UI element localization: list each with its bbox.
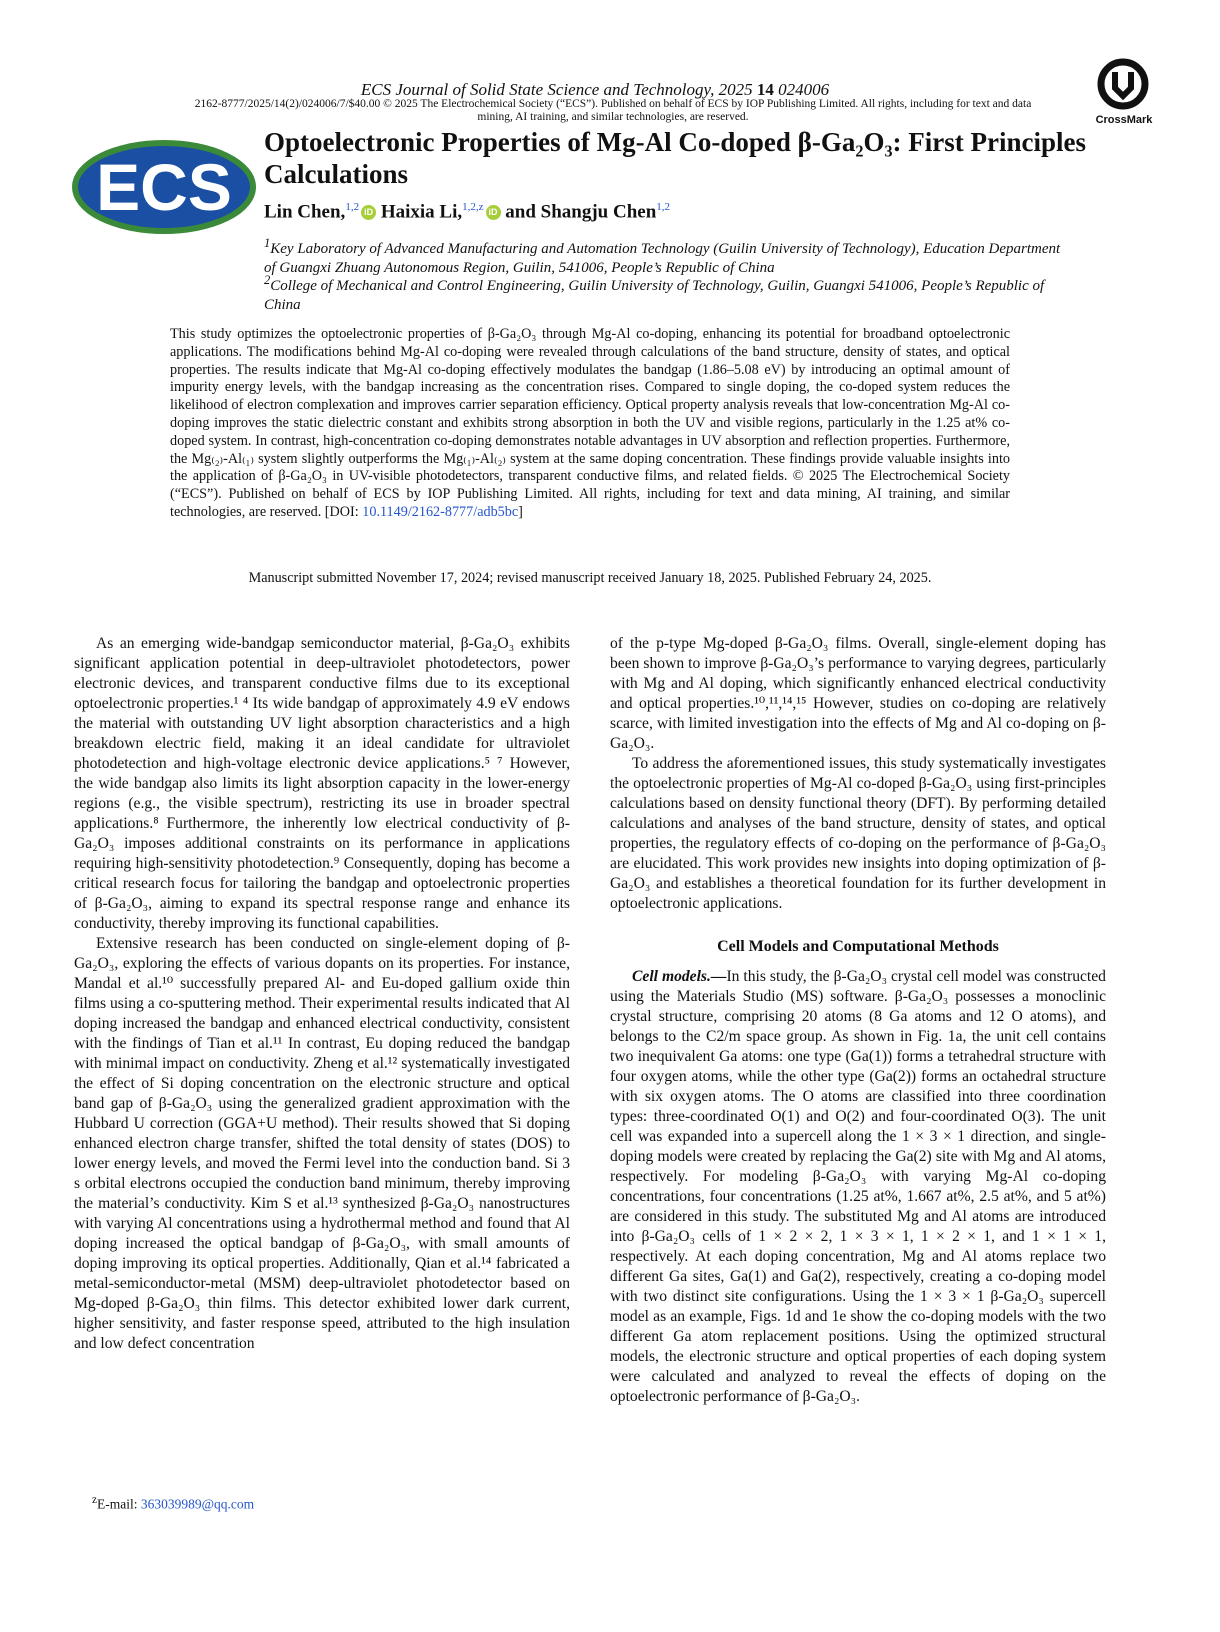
right-paragraph-3 <box>610 967 1106 1407</box>
right-paragraph-2: To address the aforementioned issues, this study systematically investigates the optoelectronic properties of Mg-Al co-doped β-Ga₂O₃ using first-principles calculations based on density functional theory (DFT). By performing detailed calculations and analyses of the band structure, density of states, and optical properties, the regulatory effects of co-doping on the performance of β-Ga₂O₃ are elucidated. This work provides new insights into doping optimization of β-Ga₂O₃ and establishes a theoretical foundation for its further development in optoelectronic applications. <box>610 755 1106 912</box>
copyright-line: 2162-8777/2025/14(2)/024006/7/$40.00 © 2025 The Electrochemical Society (“ECS”). Published on behalf of ECS by IOP Publishing Limited. All rights, including for text and data mining, AI training, and similar technologies, are reserved. <box>194 98 1032 123</box>
author-1: Lin Chen, <box>264 201 346 223</box>
crossmark-label: CrossMark <box>1095 114 1153 126</box>
author-2-affil[interactable]: 1,2,z <box>462 201 484 213</box>
paper-title: Optoelectronic Properties of Mg-Al Co-doped β-Ga₂O₃: First Principles Calculations <box>264 127 1087 189</box>
right-paragraph-1: of the p-type Mg-doped β-Ga₂O₃ films. Overall, single-element doping has been shown to improve β-Ga₂O₃’s performance to varying degrees, particularly with Mg and Al doping, which significantly enhanced electrical conductivity and optical properties.¹⁰,¹¹,¹⁴,¹⁵ However, studies on co-doping are relatively scarce, with limited investigation into the effects of Mg and Al co-doping on β-Ga₂O₃. <box>610 635 1106 752</box>
logo-text: ECS <box>96 150 232 224</box>
email-link[interactable]: 363039989@qq.com <box>140 1496 255 1512</box>
author-1-affil[interactable]: 1,2 <box>345 201 360 213</box>
left-column <box>74 634 570 1354</box>
footnote <box>92 1494 254 1513</box>
section-heading: Cell Models and Computational Methods <box>717 938 999 955</box>
journal-citation <box>250 80 940 100</box>
manuscript-dates: Manuscript submitted November 17, 2024; revised manuscript received January 18, 2025. Published February 24, 2025. <box>248 570 932 586</box>
right-column <box>610 634 1106 1407</box>
abstract <box>170 326 1010 522</box>
footnote-mark: z <box>92 1494 97 1506</box>
left-paragraph-2: Extensive research has been conducted on single-element doping of β-Ga₂O₃, exploring the effects of various dopants on its properties. For instance, Mandal et al.¹⁰ successfully prepared Al- and Eu-doped gallium oxide thin films using a co-sputtering method. Their experimental results indicated that Al doping increased the bandgap and enhanced electrical conductivity, consistent with the findings of Tian et al.¹¹ In contrast, Eu doping reduced the bandgap with minimal impact on conductivity. Zheng et al.¹² systematically investigated the effect of Si doping concentration on the electronic structure and optical band gap of β-Ga₂O₃ using the generalized gradient approximation with the Hubbard U correction (GGA+U method). Their results showed that Si doping enhanced electron charge transfer, shifted the total density of states (DOS) to lower energy levels, and moved the Fermi level into the conduction band. Si 3 s orbital electrons occupied the conduction band minimum, thereby improving the material’s conductivity. Kim S et al.¹³ synthesized β-Ga₂O₃ nanostructures with varying Al concentrations using a hydrothermal method and found that Al doping increased the optical bandgap of β-Ga₂O₃, with small amounts of doping improving its optical properties. Additionally, Qian et al.¹⁴ fabricated a metal-semiconductor-metal (MSM) deep-ultraviolet photodetector based on Mg-doped β-Ga₂O₃ thin films. This detector exhibited lower dark current, higher sensitivity, and faster response speed, attributed to the high insulation and low defect concentration <box>74 935 570 1352</box>
affiliation-2 <box>264 271 1074 315</box>
author-list <box>264 201 1124 223</box>
journal-name: ECS Journal of Solid State Science and Technology, <box>360 80 715 99</box>
affiliation-1-text: Key Laboratory of Advanced Manufacturing and Automation Technology (Guilin University of Technology), Education Department of Guangxi Zhuang Autonomous Region, Guilin, 541006, People’s Republic of China <box>264 241 1061 276</box>
footnote-label: E-mail: <box>97 1496 138 1512</box>
right-paragraph-3-text: In this study, the β-Ga₂O₃ crystal cell model was constructed using the Materials Studio (MS) software. β-Ga₂O₃ possesses a monoclinic crystal structure, comprising 20 atoms (8 Ga atoms and 12 O atoms), and belongs to the C2/m space group. As shown in Fig. 1a, the unit cell contains two inequivalent Ga atoms: one type (Ga(1)) forms a tetrahedral structure with four oxygen atoms, while the other type (Ga(2)) forms an octahedral structure with six oxygen atoms. The O atoms are classified into three coordination types: three-coordinated O(1) and O(2) and four-coordinated O(3). The unit cell was expanded into a supercell along the 1 × 3 × 1 direction, and single-doping models were created by replacing the Ga(2) site with Mg and Al atoms, respectively. For modeling β-Ga₂O₃ with varying Mg-Al co-doping concentrations, four concentrations (1.25 at%, 1.667 at%, 2.5 at%, and 5 at%) are considered in this study. The substituted Mg and Al atoms are introduced into β-Ga₂O₃ cells of 1 × 2 × 2, 1 × 3 × 1, 1 × 2 × 1, and 1 × 1 × 1, respectively. At each doping concentration, Mg and Al atoms replace two different Ga sites, Ga(1) and Ga(2), respectively, creating a co-doping model with two distinct site configurations. Using the 1 × 3 × 1 β-Ga₂O₃ supercell model as an example, Figs. 1d and 1e show the co-doping models with the two different Ga atom replacement positions. Using the optimized structural models, the electronic structure and optical properties of each doping system were calculated and analyzed to reveal the effects of doping on the optoelectronic performance of β-Ga₂O₃. <box>610 968 1106 1405</box>
journal-volume: 14 <box>756 80 774 99</box>
orcid-icon[interactable]: iD <box>361 205 376 220</box>
author-3: and Shangju Chen <box>505 201 657 223</box>
author-3-affil[interactable]: 1,2 <box>656 201 671 213</box>
ecs-logo-icon <box>72 138 256 236</box>
abstract-close: ] <box>518 503 523 520</box>
doi-link[interactable]: 10.1149/2162-8777/adb5bc <box>362 503 519 520</box>
abstract-text: This study optimizes the optoelectronic properties of β-Ga₂O₃ through Mg-Al co-doping, enhancing its potential for broadband optoelectronic applications. The modifications behind Mg-Al co-doping were revealed through calculations of the band structure, density of states, and optical properties. The results indicate that Mg-Al co-doping effectively modulates the bandgap (1.86–5.08 eV) by introducing an optimal amount of impurity energy levels, with the bandgap increasing as the concentration rises. Compared to single doping, the co-doped system reduces the likelihood of electron complexation and improves carrier separation efficiency. Optical property analysis reveals that low-concentration Mg-Al co-doping improves the static dielectric constant and exhibits strong absorption in both the UV and visible regions, particularly in the 1.25 at% co-doped system. In contrast, high-concentration co-doping demonstrates notable advantages in UV absorption and reflection properties. Furthermore, the Mg₍₂₎-Al₍₁₎ system slightly outperforms the Mg₍₁₎-Al₍₂₎ system at the same doping concentration. These findings provide valuable insights into the application of β-Ga₂O₃ in UV-visible photodetectors, transparent conductive films, and related fields. © 2025 The Electrochemical Society (“ECS”). Published on behalf of ECS by IOP Publishing Limited. All rights, including for text and data mining, AI training, and similar technologies, are reserved. [DOI: <box>170 326 1010 520</box>
orcid-icon[interactable]: iD <box>486 205 501 220</box>
subheading: Cell models.— <box>632 968 727 985</box>
affiliation-1-num: 1 <box>264 236 271 250</box>
left-paragraph-1: As an emerging wide-bandgap semiconductor material, β-Ga₂O₃ exhibits significant application potential in deep-ultraviolet photodetectors, power electronic devices, and transparent conductive films due to its exceptional optoelectronic properties.¹ ⁴ Its wide bandgap of approximately 4.9 eV endows the material with outstanding UV light absorption characteristics and a high breakdown electric field, making it an ideal candidate for ultraviolet photodetection and high-voltage electronic device applications.⁵ ⁷ However, the wide bandgap also limits its light absorption capacity in the lower-energy regions (e.g., the visible spectrum), restricting its use in broader spectral applications.⁸ Furthermore, the inherently low electrical conductivity of β-Ga₂O₃ imposes additional constraints on its performance in applications requiring high-sensitivity photodetection.⁹ Consequently, doping has become a critical research focus for tailoring the bandgap and optoelectronic properties of β-Ga₂O₃, aiming to expand its spectral response range and enhance its conductivity, thereby improving its functional capabilities. <box>74 635 570 932</box>
journal-article: 024006 <box>778 80 830 99</box>
affiliation-2-num: 2 <box>264 273 271 287</box>
affiliation-2-text: College of Mechanical and Control Engineering, Guilin University of Technology, Guilin, Guangxi 541006, People’s Republic of China <box>264 278 1045 313</box>
journal-year: 2025 <box>718 80 753 99</box>
author-2: Haixia Li, <box>380 201 463 223</box>
